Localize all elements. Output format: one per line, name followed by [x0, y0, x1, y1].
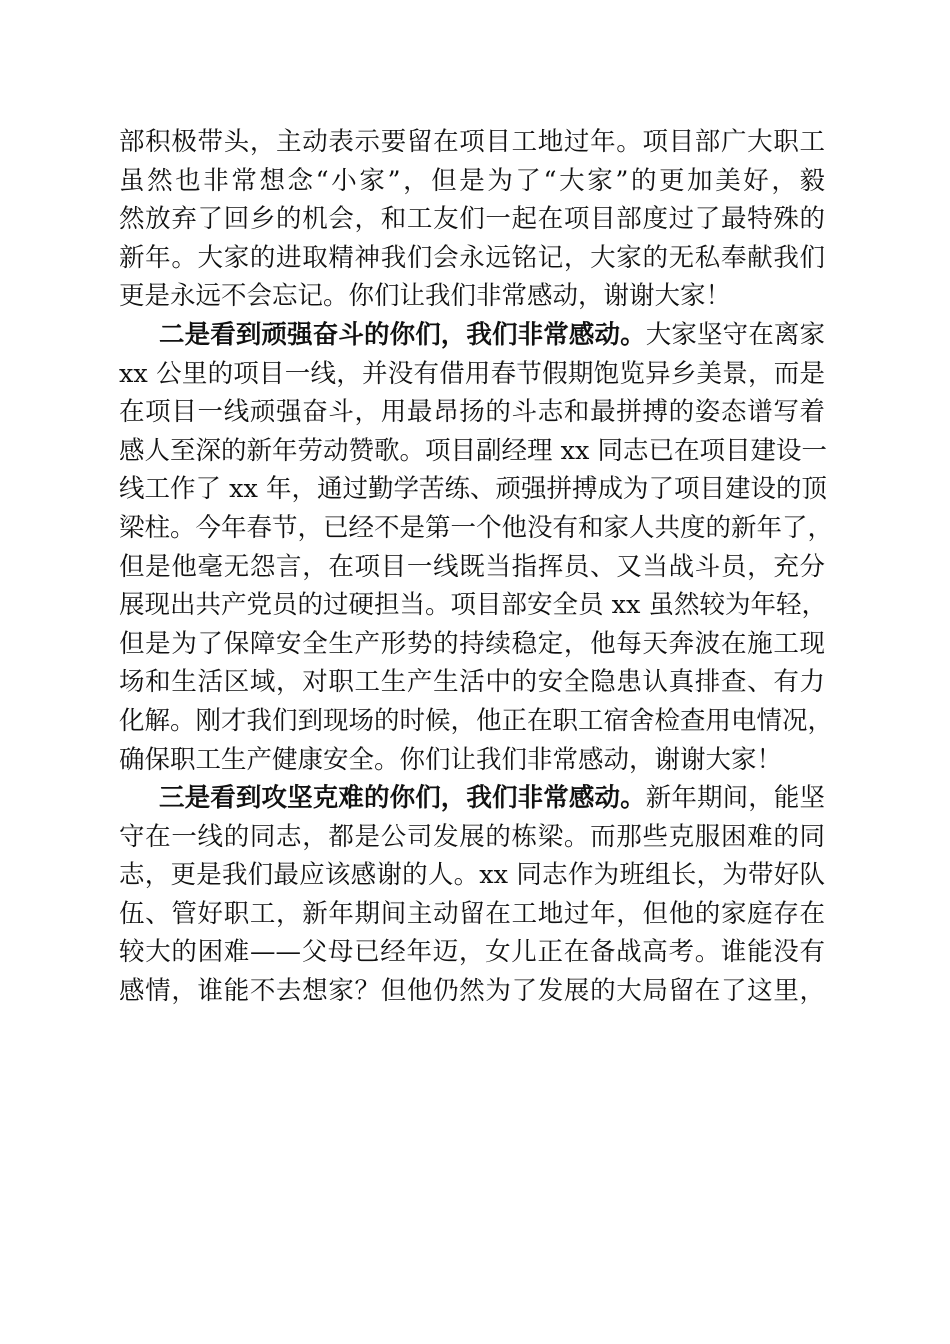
paragraph-3: [119, 779, 825, 1011]
text-line: 在项目一线顽强奋斗，用最昂扬的斗志和最拼搏的姿态谱写着: [119, 397, 825, 428]
text-line: 化解。刚才我们到现场的时候，他正在职工宿舍检查用电情况，: [119, 705, 834, 736]
paragraph-2: [119, 316, 834, 779]
text-line: 伍、管好职工，新年期间主动留在工地过年，但他的家庭存在: [119, 898, 825, 929]
paragraph-heading: 三是看到攻坚克难的你们，我们非常感动。: [159, 783, 646, 814]
paragraph-first-line: [119, 779, 825, 818]
text-line: xx 公里的项目一线，并没有借用春节假期饱览异乡美景，而是: [119, 358, 825, 389]
text-line: 但是为了保障安全生产形势的持续稳定，他每天奔波在施工现: [119, 628, 825, 659]
text-line: 感情，谁能不去想家？但他仍然为了发展的大局留在了这里，: [119, 976, 825, 1007]
text-line: 部积极带头，主动表示要留在项目工地过年。项目部广大职工: [119, 127, 825, 157]
text-line: 感人至深的新年劳动赞歌。项目副经理 xx 同志已在项目建设一: [119, 435, 827, 466]
text-line: 虽然也非常想念“小家”，但是为了“大家”的更加美好，毅: [119, 165, 825, 196]
paragraph-first-line: [119, 316, 825, 355]
text-line: 展现出共产党员的过硬担当。项目部安全员 xx 虽然较为年轻，: [119, 590, 827, 621]
text-line: 但是他毫无怨言，在项目一线既当指挥员、又当战斗员，充分: [119, 551, 825, 582]
document-body: [119, 123, 834, 1011]
text-line: 场和生活区域，对职工生产生活中的安全隐患认真排查、有力: [119, 667, 825, 698]
text-line: 志，更是我们最应该感谢的人。xx 同志作为班组长，为带好队: [119, 860, 825, 891]
text-line: 确保职工生产健康安全。你们让我们非常感动，谢谢大家！: [119, 744, 783, 775]
text-line: 然放弃了回乡的机会，和工友们一起在项目部度过了最特殊的: [119, 204, 825, 235]
text-line: 梁柱。今年春节，已经不是第一个他没有和家人共度的新年了，: [119, 512, 834, 543]
paragraph-1: [119, 123, 825, 316]
text-line: 守在一线的同志，都是公司发展的栋梁。而那些克服困难的同: [119, 821, 825, 852]
text-line: 较大的困难——父母已经年迈，女儿正在备战高考。谁能没有: [119, 937, 825, 968]
paragraph-lead-text: 新年期间，能坚: [645, 783, 825, 814]
text-line: 新年。大家的进取精神我们会永远铭记，大家的无私奉献我们: [119, 242, 825, 273]
text-line: 更是永远不会忘记。你们让我们非常感动，谢谢大家！: [119, 281, 732, 312]
paragraph-heading: 二是看到顽强奋斗的你们，我们非常感动。: [159, 319, 646, 350]
text-line: 线工作了 xx 年，通过勤学苦练、顽强拼搏成为了项目建设的顶: [119, 474, 827, 505]
paragraph-lead-text: 大家坚守在离家: [645, 319, 825, 350]
